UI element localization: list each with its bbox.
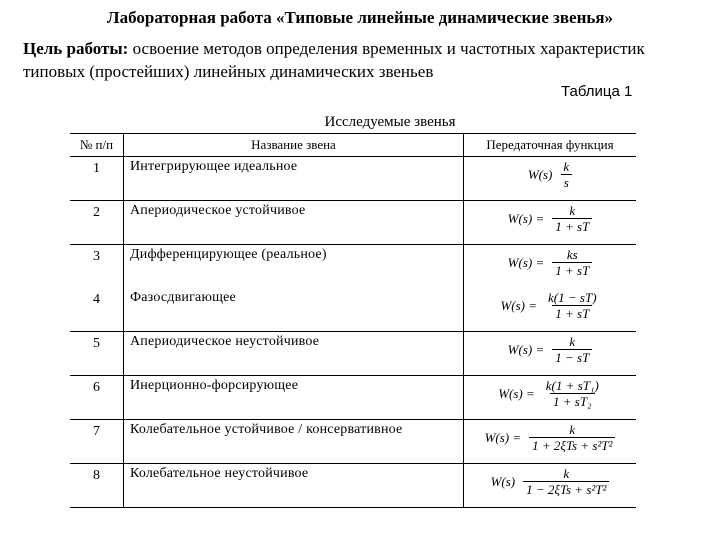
row-name: Инерционно-форсирующее [130, 378, 299, 393]
row-name: Дифференцирующее (реальное) [130, 247, 327, 262]
transfer-function [491, 464, 610, 497]
table-row [70, 332, 636, 376]
row-number: 2 [93, 205, 100, 220]
row-number: 3 [93, 249, 100, 264]
goal-label: Цель работы: [23, 39, 129, 58]
table-number: Таблица 1 [561, 83, 633, 100]
transfer-function [508, 201, 593, 234]
numerator: k [563, 159, 570, 174]
function-lhs: W(s) [527, 166, 553, 182]
function-lhs: W(s) = [507, 210, 545, 226]
transfer-function [508, 245, 593, 278]
row-name: Апериодическое неустойчивое [130, 334, 320, 349]
transfer-function [528, 157, 572, 190]
transfer-function [485, 420, 616, 453]
table-row [70, 201, 636, 245]
row-name: Фазосдвигающее [130, 290, 236, 305]
col-number-header: № п/п [70, 134, 124, 157]
row-number: 6 [93, 380, 100, 395]
row-name: Колебательное неустойчивое [130, 466, 309, 481]
row-number: 8 [93, 468, 100, 483]
denominator: 1 + sT [552, 218, 592, 234]
table-row [70, 157, 636, 201]
row-number: 5 [93, 336, 100, 351]
table-row [70, 464, 636, 508]
col-function-header: Передаточная функция [464, 134, 637, 157]
numerator: k [563, 466, 570, 481]
table-row [70, 288, 636, 332]
row-number: 1 [93, 161, 100, 176]
function-lhs: W(s) = [507, 254, 545, 270]
table-row [70, 376, 636, 420]
function-lhs: W(s) = [500, 297, 538, 313]
numerator: k [569, 203, 576, 218]
denominator: 1 + sT₂ [550, 393, 595, 409]
denominator: 1 + sT [552, 305, 592, 321]
denominator: 1 + sT [552, 262, 592, 278]
page-title: Лабораторная работа «Типовые линейные динамические звенья» [106, 8, 614, 27]
goal-text: освоение методов определения временных и частотных характеристик типовых (простейших) линейных динамических звеньев [23, 39, 645, 81]
numerator: k(1 − sT) [548, 290, 597, 305]
function-lhs: W(s) [490, 473, 516, 489]
transfer-function [500, 288, 599, 321]
row-name: Колебательное устойчивое / консервативное [130, 422, 403, 437]
row-number: 4 [93, 292, 100, 307]
denominator: 1 + 2ξTs + s²T² [529, 437, 615, 453]
numerator: k [569, 422, 576, 437]
table-row [70, 245, 636, 289]
function-lhs: W(s) = [484, 429, 522, 445]
goal-paragraph [23, 37, 703, 83]
table-caption: Исследуемые звенья [324, 114, 456, 130]
transfer-function [508, 332, 593, 365]
function-lhs: W(s) = [498, 385, 535, 401]
function-lhs: W(s) = [507, 341, 545, 357]
row-number: 7 [93, 424, 100, 439]
col-name-header: Название звена [124, 134, 464, 157]
numerator: k(1 + sT₁) [545, 378, 599, 393]
row-name: Апериодическое устойчивое [130, 203, 306, 218]
row-name: Интегрирующее идеальное [130, 159, 298, 174]
denominator: s [561, 174, 572, 190]
denominator: 1 − sT [552, 349, 592, 365]
table-row [70, 420, 636, 464]
transfer-function [498, 376, 602, 409]
numerator: k [569, 334, 576, 349]
table-header-row [70, 134, 636, 157]
links-table [70, 133, 636, 508]
denominator: 1 − 2ξTs + s²T² [523, 481, 609, 497]
numerator: ks [566, 247, 578, 262]
